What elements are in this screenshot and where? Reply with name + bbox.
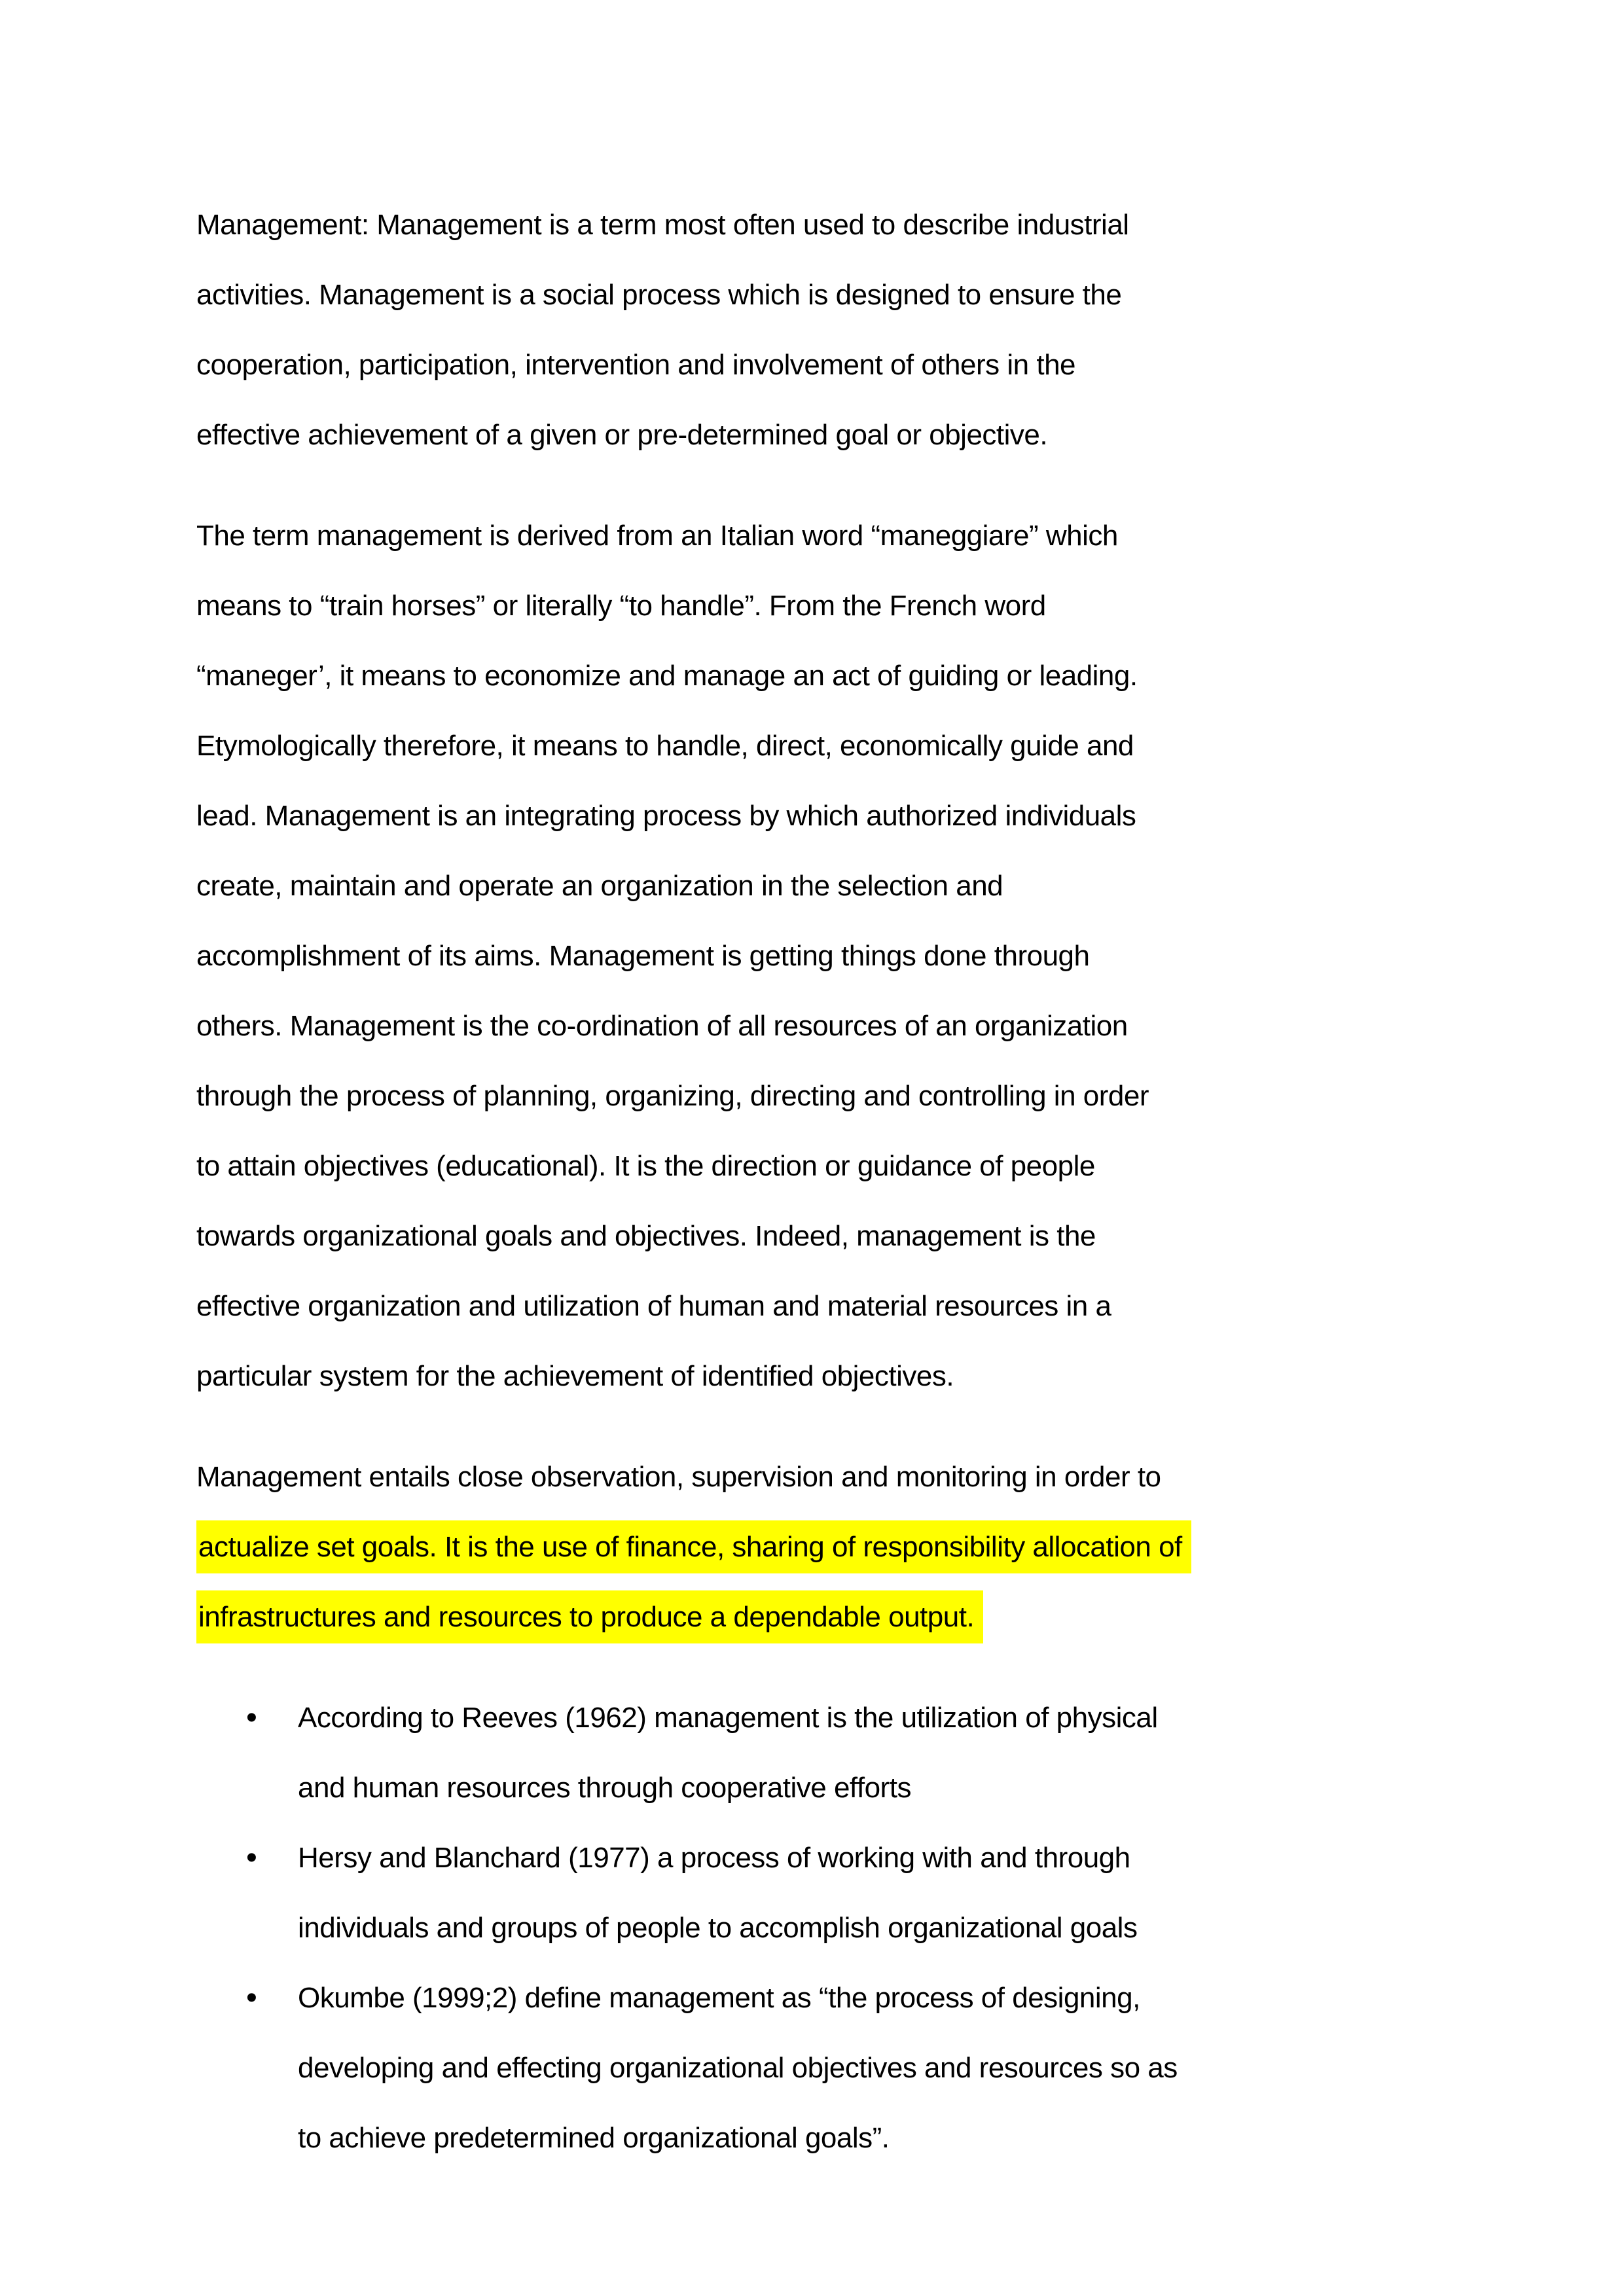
text-line (196, 1582, 1428, 1652)
paragraph-etymology (196, 501, 1428, 1411)
text-line: The term management is derived from an Italian word “maneggiare” which (196, 520, 1118, 552)
text-line: effective achievement of a given or pre-determined goal or objective. (196, 419, 1048, 451)
text-line: activities. Management is a social process which is designed to ensure the (196, 279, 1122, 311)
list-item-okumbe (196, 1963, 1428, 2173)
text-line: effective organization and utilization of human and material resources in a (196, 1290, 1111, 1322)
text-line: lead. Management is an integrating process by which authorized individuals (196, 800, 1136, 832)
bullet-icon: • (246, 1981, 257, 2015)
bullet-icon: • (246, 1700, 257, 1735)
highlighted-text: actualize set goals. It is the use of finance, sharing of responsibility allocation of (196, 1520, 1191, 1573)
text-line: cooperation, participation, intervention and involvement of others in the (196, 349, 1076, 381)
text-line: individuals and groups of people to accomplish organizational goals (298, 1912, 1138, 1944)
text-line: Management: Management is a term most often used to describe industrial (196, 209, 1129, 241)
bullet-icon: • (246, 1840, 257, 1875)
text-line: to achieve predetermined organizational goals”. (298, 2122, 890, 2154)
list-item-reeves (196, 1683, 1428, 1823)
list-item-hersy-blanchard (196, 1823, 1428, 1963)
text-line: others. Management is the co-ordination of all resources of an organization (196, 1010, 1128, 1042)
text-line: and human resources through cooperative efforts (298, 1772, 911, 1804)
text-line: towards organizational goals and objectives. Indeed, management is the (196, 1220, 1096, 1252)
paragraph-management-definition (196, 190, 1428, 470)
paragraph-management-entails (196, 1442, 1428, 1652)
text-line: particular system for the achievement of identified objectives. (196, 1360, 954, 1392)
text-line: According to Reeves (1962) management is the utilization of physical (298, 1702, 1158, 1734)
text-line: create, maintain and operate an organization in the selection and (196, 870, 1003, 902)
text-line: means to “train horses” or literally “to handle”. From the French word (196, 590, 1046, 622)
text-line: Management entails close observation, supervision and monitoring in order to (196, 1461, 1161, 1493)
text-line: Hersy and Blanchard (1977) a process of working with and through (298, 1842, 1130, 1874)
text-line: “maneger’, it means to economize and manage an act of guiding or leading. (196, 660, 1138, 692)
text-line: accomplishment of its aims. Management is getting things done through (196, 940, 1090, 972)
text-line: Etymologically therefore, it means to handle, direct, economically guide and (196, 730, 1134, 762)
definitions-bullet-list (196, 1683, 1428, 2173)
text-line (196, 1512, 1428, 1582)
text-line: Okumbe (1999;2) define management as “the process of designing, (298, 1982, 1140, 2014)
highlighted-text: infrastructures and resources to produce a dependable output. (196, 1590, 983, 1643)
text-line: to attain objectives (educational). It is the direction or guidance of people (196, 1150, 1095, 1182)
text-line: through the process of planning, organizing, directing and controlling in order (196, 1080, 1149, 1112)
text-line: developing and effecting organizational objectives and resources so as (298, 2052, 1178, 2084)
